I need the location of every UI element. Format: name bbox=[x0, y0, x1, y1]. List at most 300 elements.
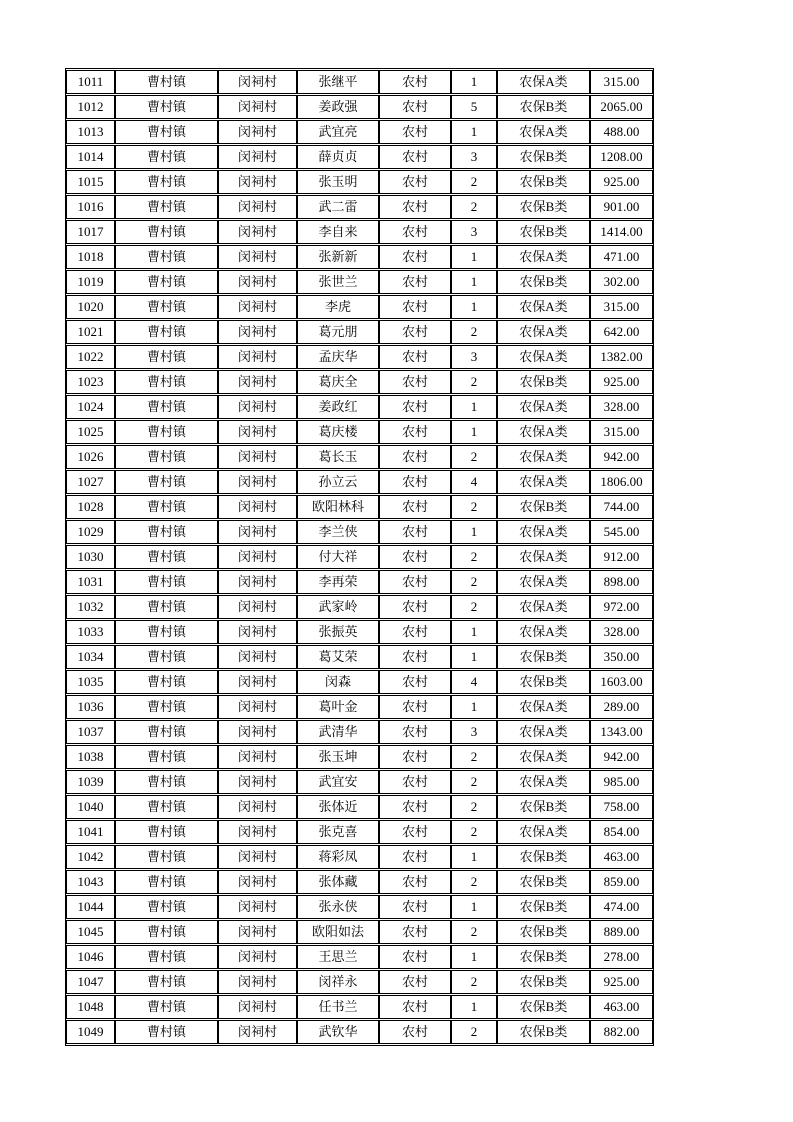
table-row bbox=[66, 445, 653, 469]
table-row bbox=[66, 570, 653, 594]
cell-count: 4 bbox=[451, 470, 497, 494]
cell-instype: 农保A类 bbox=[497, 595, 590, 619]
table-row bbox=[66, 420, 653, 444]
cell-instype: 农保A类 bbox=[497, 545, 590, 569]
cell-serial: 1023 bbox=[66, 370, 115, 394]
cell-instype: 农保A类 bbox=[497, 395, 590, 419]
cell-category: 农村 bbox=[379, 95, 451, 119]
cell-amount: 302.00 bbox=[590, 270, 653, 294]
cell-category: 农村 bbox=[379, 845, 451, 869]
table-row bbox=[66, 195, 653, 219]
cell-name: 武二雷 bbox=[297, 195, 379, 219]
cell-instype: 农保B类 bbox=[497, 170, 590, 194]
table-row bbox=[66, 595, 653, 619]
cell-name: 葛叶金 bbox=[297, 695, 379, 719]
cell-name: 葛庆全 bbox=[297, 370, 379, 394]
cell-town: 曹村镇 bbox=[115, 595, 218, 619]
cell-serial: 1045 bbox=[66, 920, 115, 944]
cell-amount: 901.00 bbox=[590, 195, 653, 219]
cell-category: 农村 bbox=[379, 870, 451, 894]
cell-category: 农村 bbox=[379, 295, 451, 319]
cell-village: 闵祠村 bbox=[218, 870, 297, 894]
cell-category: 农村 bbox=[379, 545, 451, 569]
cell-name: 薛贞贞 bbox=[297, 145, 379, 169]
cell-category: 农村 bbox=[379, 970, 451, 994]
cell-town: 曹村镇 bbox=[115, 1020, 218, 1044]
cell-instype: 农保B类 bbox=[497, 895, 590, 919]
cell-serial: 1040 bbox=[66, 795, 115, 819]
cell-name: 李兰侠 bbox=[297, 520, 379, 544]
cell-name: 孟庆华 bbox=[297, 345, 379, 369]
cell-category: 农村 bbox=[379, 595, 451, 619]
cell-amount: 350.00 bbox=[590, 645, 653, 669]
cell-category: 农村 bbox=[379, 820, 451, 844]
cell-serial: 1041 bbox=[66, 820, 115, 844]
table-row bbox=[66, 695, 653, 719]
cell-town: 曹村镇 bbox=[115, 720, 218, 744]
cell-count: 1 bbox=[451, 420, 497, 444]
cell-town: 曹村镇 bbox=[115, 445, 218, 469]
cell-serial: 1035 bbox=[66, 670, 115, 694]
cell-village: 闵祠村 bbox=[218, 195, 297, 219]
cell-category: 农村 bbox=[379, 670, 451, 694]
cell-town: 曹村镇 bbox=[115, 920, 218, 944]
table-row bbox=[66, 145, 653, 169]
cell-serial: 1048 bbox=[66, 995, 115, 1019]
cell-serial: 1046 bbox=[66, 945, 115, 969]
cell-serial: 1024 bbox=[66, 395, 115, 419]
cell-category: 农村 bbox=[379, 770, 451, 794]
cell-serial: 1032 bbox=[66, 595, 115, 619]
cell-category: 农村 bbox=[379, 320, 451, 344]
cell-name: 武宜亮 bbox=[297, 120, 379, 144]
table-row bbox=[66, 245, 653, 269]
cell-name: 张体藏 bbox=[297, 870, 379, 894]
cell-serial: 1039 bbox=[66, 770, 115, 794]
cell-village: 闵祠村 bbox=[218, 845, 297, 869]
cell-village: 闵祠村 bbox=[218, 445, 297, 469]
cell-village: 闵祠村 bbox=[218, 145, 297, 169]
cell-serial: 1031 bbox=[66, 570, 115, 594]
cell-village: 闵祠村 bbox=[218, 670, 297, 694]
cell-instype: 农保B类 bbox=[497, 270, 590, 294]
cell-name: 张世兰 bbox=[297, 270, 379, 294]
cell-instype: 农保A类 bbox=[497, 520, 590, 544]
cell-instype: 农保B类 bbox=[497, 370, 590, 394]
cell-name: 武清华 bbox=[297, 720, 379, 744]
cell-amount: 972.00 bbox=[590, 595, 653, 619]
cell-count: 1 bbox=[451, 645, 497, 669]
table-row bbox=[66, 345, 653, 369]
table-row bbox=[66, 945, 653, 969]
cell-serial: 1017 bbox=[66, 220, 115, 244]
cell-count: 2 bbox=[451, 595, 497, 619]
cell-town: 曹村镇 bbox=[115, 470, 218, 494]
table-row bbox=[66, 95, 653, 119]
cell-count: 3 bbox=[451, 220, 497, 244]
cell-amount: 545.00 bbox=[590, 520, 653, 544]
cell-amount: 925.00 bbox=[590, 170, 653, 194]
cell-category: 农村 bbox=[379, 195, 451, 219]
cell-serial: 1022 bbox=[66, 345, 115, 369]
table-row bbox=[66, 70, 653, 94]
cell-count: 1 bbox=[451, 295, 497, 319]
cell-amount: 744.00 bbox=[590, 495, 653, 519]
cell-instype: 农保B类 bbox=[497, 1020, 590, 1044]
cell-serial: 1012 bbox=[66, 95, 115, 119]
cell-amount: 471.00 bbox=[590, 245, 653, 269]
cell-serial: 1013 bbox=[66, 120, 115, 144]
cell-village: 闵祠村 bbox=[218, 470, 297, 494]
cell-serial: 1021 bbox=[66, 320, 115, 344]
cell-amount: 328.00 bbox=[590, 620, 653, 644]
cell-count: 1 bbox=[451, 945, 497, 969]
cell-category: 农村 bbox=[379, 795, 451, 819]
cell-category: 农村 bbox=[379, 695, 451, 719]
cell-town: 曹村镇 bbox=[115, 645, 218, 669]
cell-town: 曹村镇 bbox=[115, 270, 218, 294]
cell-amount: 1414.00 bbox=[590, 220, 653, 244]
cell-town: 曹村镇 bbox=[115, 345, 218, 369]
cell-count: 2 bbox=[451, 820, 497, 844]
cell-name: 张玉明 bbox=[297, 170, 379, 194]
cell-amount: 942.00 bbox=[590, 445, 653, 469]
cell-amount: 642.00 bbox=[590, 320, 653, 344]
cell-category: 农村 bbox=[379, 395, 451, 419]
cell-serial: 1043 bbox=[66, 870, 115, 894]
cell-count: 1 bbox=[451, 620, 497, 644]
cell-town: 曹村镇 bbox=[115, 70, 218, 94]
table-row bbox=[66, 820, 653, 844]
cell-count: 1 bbox=[451, 70, 497, 94]
cell-instype: 农保A类 bbox=[497, 295, 590, 319]
cell-name: 葛艾荣 bbox=[297, 645, 379, 669]
cell-instype: 农保B类 bbox=[497, 795, 590, 819]
cell-amount: 859.00 bbox=[590, 870, 653, 894]
cell-count: 1 bbox=[451, 695, 497, 719]
cell-town: 曹村镇 bbox=[115, 545, 218, 569]
cell-category: 农村 bbox=[379, 920, 451, 944]
cell-instype: 农保A类 bbox=[497, 745, 590, 769]
cell-town: 曹村镇 bbox=[115, 820, 218, 844]
cell-village: 闵祠村 bbox=[218, 770, 297, 794]
cell-category: 农村 bbox=[379, 345, 451, 369]
cell-serial: 1042 bbox=[66, 845, 115, 869]
cell-village: 闵祠村 bbox=[218, 745, 297, 769]
cell-town: 曹村镇 bbox=[115, 795, 218, 819]
cell-instype: 农保B类 bbox=[497, 920, 590, 944]
cell-instype: 农保A类 bbox=[497, 720, 590, 744]
cell-town: 曹村镇 bbox=[115, 195, 218, 219]
cell-name: 任书兰 bbox=[297, 995, 379, 1019]
cell-count: 2 bbox=[451, 770, 497, 794]
cell-serial: 1018 bbox=[66, 245, 115, 269]
cell-amount: 882.00 bbox=[590, 1020, 653, 1044]
cell-name: 孙立云 bbox=[297, 470, 379, 494]
cell-count: 2 bbox=[451, 195, 497, 219]
table-row bbox=[66, 845, 653, 869]
cell-instype: 农保B类 bbox=[497, 645, 590, 669]
table-row bbox=[66, 170, 653, 194]
cell-instype: 农保B类 bbox=[497, 220, 590, 244]
cell-town: 曹村镇 bbox=[115, 995, 218, 1019]
cell-serial: 1015 bbox=[66, 170, 115, 194]
cell-amount: 925.00 bbox=[590, 370, 653, 394]
cell-instype: 农保A类 bbox=[497, 445, 590, 469]
table-row bbox=[66, 970, 653, 994]
cell-town: 曹村镇 bbox=[115, 170, 218, 194]
cell-serial: 1049 bbox=[66, 1020, 115, 1044]
cell-name: 闵森 bbox=[297, 670, 379, 694]
cell-instype: 农保A类 bbox=[497, 245, 590, 269]
cell-instype: 农保B类 bbox=[497, 845, 590, 869]
cell-count: 1 bbox=[451, 520, 497, 544]
cell-village: 闵祠村 bbox=[218, 120, 297, 144]
cell-name: 张振英 bbox=[297, 620, 379, 644]
cell-amount: 854.00 bbox=[590, 820, 653, 844]
cell-name: 李再荣 bbox=[297, 570, 379, 594]
cell-serial: 1029 bbox=[66, 520, 115, 544]
cell-town: 曹村镇 bbox=[115, 295, 218, 319]
cell-category: 农村 bbox=[379, 70, 451, 94]
table-row bbox=[66, 545, 653, 569]
cell-town: 曹村镇 bbox=[115, 970, 218, 994]
cell-town: 曹村镇 bbox=[115, 370, 218, 394]
cell-town: 曹村镇 bbox=[115, 420, 218, 444]
cell-name: 武宜安 bbox=[297, 770, 379, 794]
table-row bbox=[66, 920, 653, 944]
cell-name: 蒋彩凤 bbox=[297, 845, 379, 869]
cell-count: 2 bbox=[451, 795, 497, 819]
cell-category: 农村 bbox=[379, 370, 451, 394]
cell-count: 2 bbox=[451, 370, 497, 394]
cell-amount: 315.00 bbox=[590, 295, 653, 319]
cell-amount: 315.00 bbox=[590, 420, 653, 444]
cell-count: 3 bbox=[451, 345, 497, 369]
cell-count: 2 bbox=[451, 320, 497, 344]
cell-amount: 1208.00 bbox=[590, 145, 653, 169]
table-row bbox=[66, 320, 653, 344]
cell-count: 2 bbox=[451, 495, 497, 519]
cell-category: 农村 bbox=[379, 1020, 451, 1044]
cell-count: 2 bbox=[451, 545, 497, 569]
cell-town: 曹村镇 bbox=[115, 320, 218, 344]
cell-village: 闵祠村 bbox=[218, 345, 297, 369]
cell-count: 5 bbox=[451, 95, 497, 119]
cell-name: 武家岭 bbox=[297, 595, 379, 619]
table-row bbox=[66, 270, 653, 294]
cell-village: 闵祠村 bbox=[218, 70, 297, 94]
cell-town: 曹村镇 bbox=[115, 120, 218, 144]
cell-serial: 1028 bbox=[66, 495, 115, 519]
cell-count: 2 bbox=[451, 1020, 497, 1044]
cell-village: 闵祠村 bbox=[218, 595, 297, 619]
cell-amount: 1382.00 bbox=[590, 345, 653, 369]
cell-category: 农村 bbox=[379, 645, 451, 669]
cell-category: 农村 bbox=[379, 720, 451, 744]
cell-village: 闵祠村 bbox=[218, 970, 297, 994]
cell-count: 2 bbox=[451, 745, 497, 769]
cell-instype: 农保B类 bbox=[497, 995, 590, 1019]
cell-town: 曹村镇 bbox=[115, 695, 218, 719]
cell-name: 张体近 bbox=[297, 795, 379, 819]
cell-instype: 农保B类 bbox=[497, 145, 590, 169]
cell-village: 闵祠村 bbox=[218, 895, 297, 919]
cell-name: 李虎 bbox=[297, 295, 379, 319]
cell-instype: 农保B类 bbox=[497, 495, 590, 519]
cell-count: 2 bbox=[451, 920, 497, 944]
cell-town: 曹村镇 bbox=[115, 520, 218, 544]
cell-instype: 农保A类 bbox=[497, 345, 590, 369]
cell-village: 闵祠村 bbox=[218, 795, 297, 819]
cell-category: 农村 bbox=[379, 995, 451, 1019]
cell-amount: 925.00 bbox=[590, 970, 653, 994]
cell-name: 欧阳如法 bbox=[297, 920, 379, 944]
cell-village: 闵祠村 bbox=[218, 295, 297, 319]
cell-count: 2 bbox=[451, 570, 497, 594]
cell-amount: 758.00 bbox=[590, 795, 653, 819]
cell-village: 闵祠村 bbox=[218, 1020, 297, 1044]
cell-town: 曹村镇 bbox=[115, 570, 218, 594]
table-row bbox=[66, 495, 653, 519]
cell-name: 付大祥 bbox=[297, 545, 379, 569]
cell-instype: 农保A类 bbox=[497, 570, 590, 594]
table-row bbox=[66, 470, 653, 494]
cell-count: 2 bbox=[451, 970, 497, 994]
cell-amount: 898.00 bbox=[590, 570, 653, 594]
table-row bbox=[66, 795, 653, 819]
cell-instype: 农保B类 bbox=[497, 670, 590, 694]
cell-amount: 289.00 bbox=[590, 695, 653, 719]
cell-name: 武钦华 bbox=[297, 1020, 379, 1044]
cell-instype: 农保A类 bbox=[497, 470, 590, 494]
cell-name: 欧阳林科 bbox=[297, 495, 379, 519]
cell-count: 4 bbox=[451, 670, 497, 694]
table-row bbox=[66, 1020, 653, 1044]
cell-name: 葛长玉 bbox=[297, 445, 379, 469]
cell-village: 闵祠村 bbox=[218, 920, 297, 944]
table-row bbox=[66, 520, 653, 544]
cell-instype: 农保A类 bbox=[497, 420, 590, 444]
cell-amount: 1343.00 bbox=[590, 720, 653, 744]
cell-name: 李自来 bbox=[297, 220, 379, 244]
cell-instype: 农保B类 bbox=[497, 95, 590, 119]
cell-instype: 农保B类 bbox=[497, 870, 590, 894]
cell-instype: 农保A类 bbox=[497, 820, 590, 844]
cell-village: 闵祠村 bbox=[218, 620, 297, 644]
table-row bbox=[66, 870, 653, 894]
cell-count: 1 bbox=[451, 845, 497, 869]
cell-count: 1 bbox=[451, 270, 497, 294]
cell-count: 3 bbox=[451, 145, 497, 169]
cell-village: 闵祠村 bbox=[218, 645, 297, 669]
cell-name: 葛庆楼 bbox=[297, 420, 379, 444]
cell-category: 农村 bbox=[379, 445, 451, 469]
table-row bbox=[66, 120, 653, 144]
cell-instype: 农保A类 bbox=[497, 770, 590, 794]
cell-instype: 农保A类 bbox=[497, 620, 590, 644]
table-row bbox=[66, 295, 653, 319]
cell-amount: 889.00 bbox=[590, 920, 653, 944]
cell-serial: 1019 bbox=[66, 270, 115, 294]
cell-serial: 1026 bbox=[66, 445, 115, 469]
cell-amount: 1603.00 bbox=[590, 670, 653, 694]
cell-serial: 1038 bbox=[66, 745, 115, 769]
cell-amount: 463.00 bbox=[590, 845, 653, 869]
cell-category: 农村 bbox=[379, 420, 451, 444]
cell-instype: 农保A类 bbox=[497, 695, 590, 719]
table-body bbox=[66, 70, 653, 1044]
table-row bbox=[66, 995, 653, 1019]
cell-serial: 1016 bbox=[66, 195, 115, 219]
cell-town: 曹村镇 bbox=[115, 895, 218, 919]
cell-serial: 1034 bbox=[66, 645, 115, 669]
cell-town: 曹村镇 bbox=[115, 770, 218, 794]
cell-serial: 1037 bbox=[66, 720, 115, 744]
cell-village: 闵祠村 bbox=[218, 245, 297, 269]
cell-count: 1 bbox=[451, 395, 497, 419]
cell-village: 闵祠村 bbox=[218, 495, 297, 519]
cell-count: 2 bbox=[451, 870, 497, 894]
cell-town: 曹村镇 bbox=[115, 145, 218, 169]
table-row bbox=[66, 220, 653, 244]
cell-category: 农村 bbox=[379, 170, 451, 194]
cell-town: 曹村镇 bbox=[115, 245, 218, 269]
cell-instype: 农保B类 bbox=[497, 945, 590, 969]
cell-town: 曹村镇 bbox=[115, 395, 218, 419]
cell-amount: 315.00 bbox=[590, 70, 653, 94]
cell-amount: 2065.00 bbox=[590, 95, 653, 119]
cell-name: 张永侠 bbox=[297, 895, 379, 919]
cell-amount: 474.00 bbox=[590, 895, 653, 919]
cell-town: 曹村镇 bbox=[115, 945, 218, 969]
cell-category: 农村 bbox=[379, 495, 451, 519]
cell-serial: 1030 bbox=[66, 545, 115, 569]
cell-category: 农村 bbox=[379, 270, 451, 294]
cell-amount: 985.00 bbox=[590, 770, 653, 794]
cell-category: 农村 bbox=[379, 220, 451, 244]
cell-town: 曹村镇 bbox=[115, 620, 218, 644]
cell-instype: 农保A类 bbox=[497, 320, 590, 344]
cell-village: 闵祠村 bbox=[218, 420, 297, 444]
cell-serial: 1036 bbox=[66, 695, 115, 719]
cell-category: 农村 bbox=[379, 520, 451, 544]
table-row bbox=[66, 770, 653, 794]
cell-name: 姜政强 bbox=[297, 95, 379, 119]
cell-village: 闵祠村 bbox=[218, 995, 297, 1019]
cell-serial: 1020 bbox=[66, 295, 115, 319]
table-row bbox=[66, 745, 653, 769]
cell-category: 农村 bbox=[379, 470, 451, 494]
cell-category: 农村 bbox=[379, 945, 451, 969]
cell-instype: 农保A类 bbox=[497, 120, 590, 144]
table-row bbox=[66, 620, 653, 644]
cell-amount: 488.00 bbox=[590, 120, 653, 144]
cell-instype: 农保B类 bbox=[497, 195, 590, 219]
cell-village: 闵祠村 bbox=[218, 520, 297, 544]
cell-count: 1 bbox=[451, 895, 497, 919]
table-row bbox=[66, 895, 653, 919]
cell-count: 1 bbox=[451, 120, 497, 144]
cell-serial: 1044 bbox=[66, 895, 115, 919]
cell-town: 曹村镇 bbox=[115, 495, 218, 519]
cell-amount: 463.00 bbox=[590, 995, 653, 1019]
cell-name: 张继平 bbox=[297, 70, 379, 94]
cell-amount: 942.00 bbox=[590, 745, 653, 769]
cell-name: 葛元朋 bbox=[297, 320, 379, 344]
cell-name: 王思兰 bbox=[297, 945, 379, 969]
cell-town: 曹村镇 bbox=[115, 220, 218, 244]
